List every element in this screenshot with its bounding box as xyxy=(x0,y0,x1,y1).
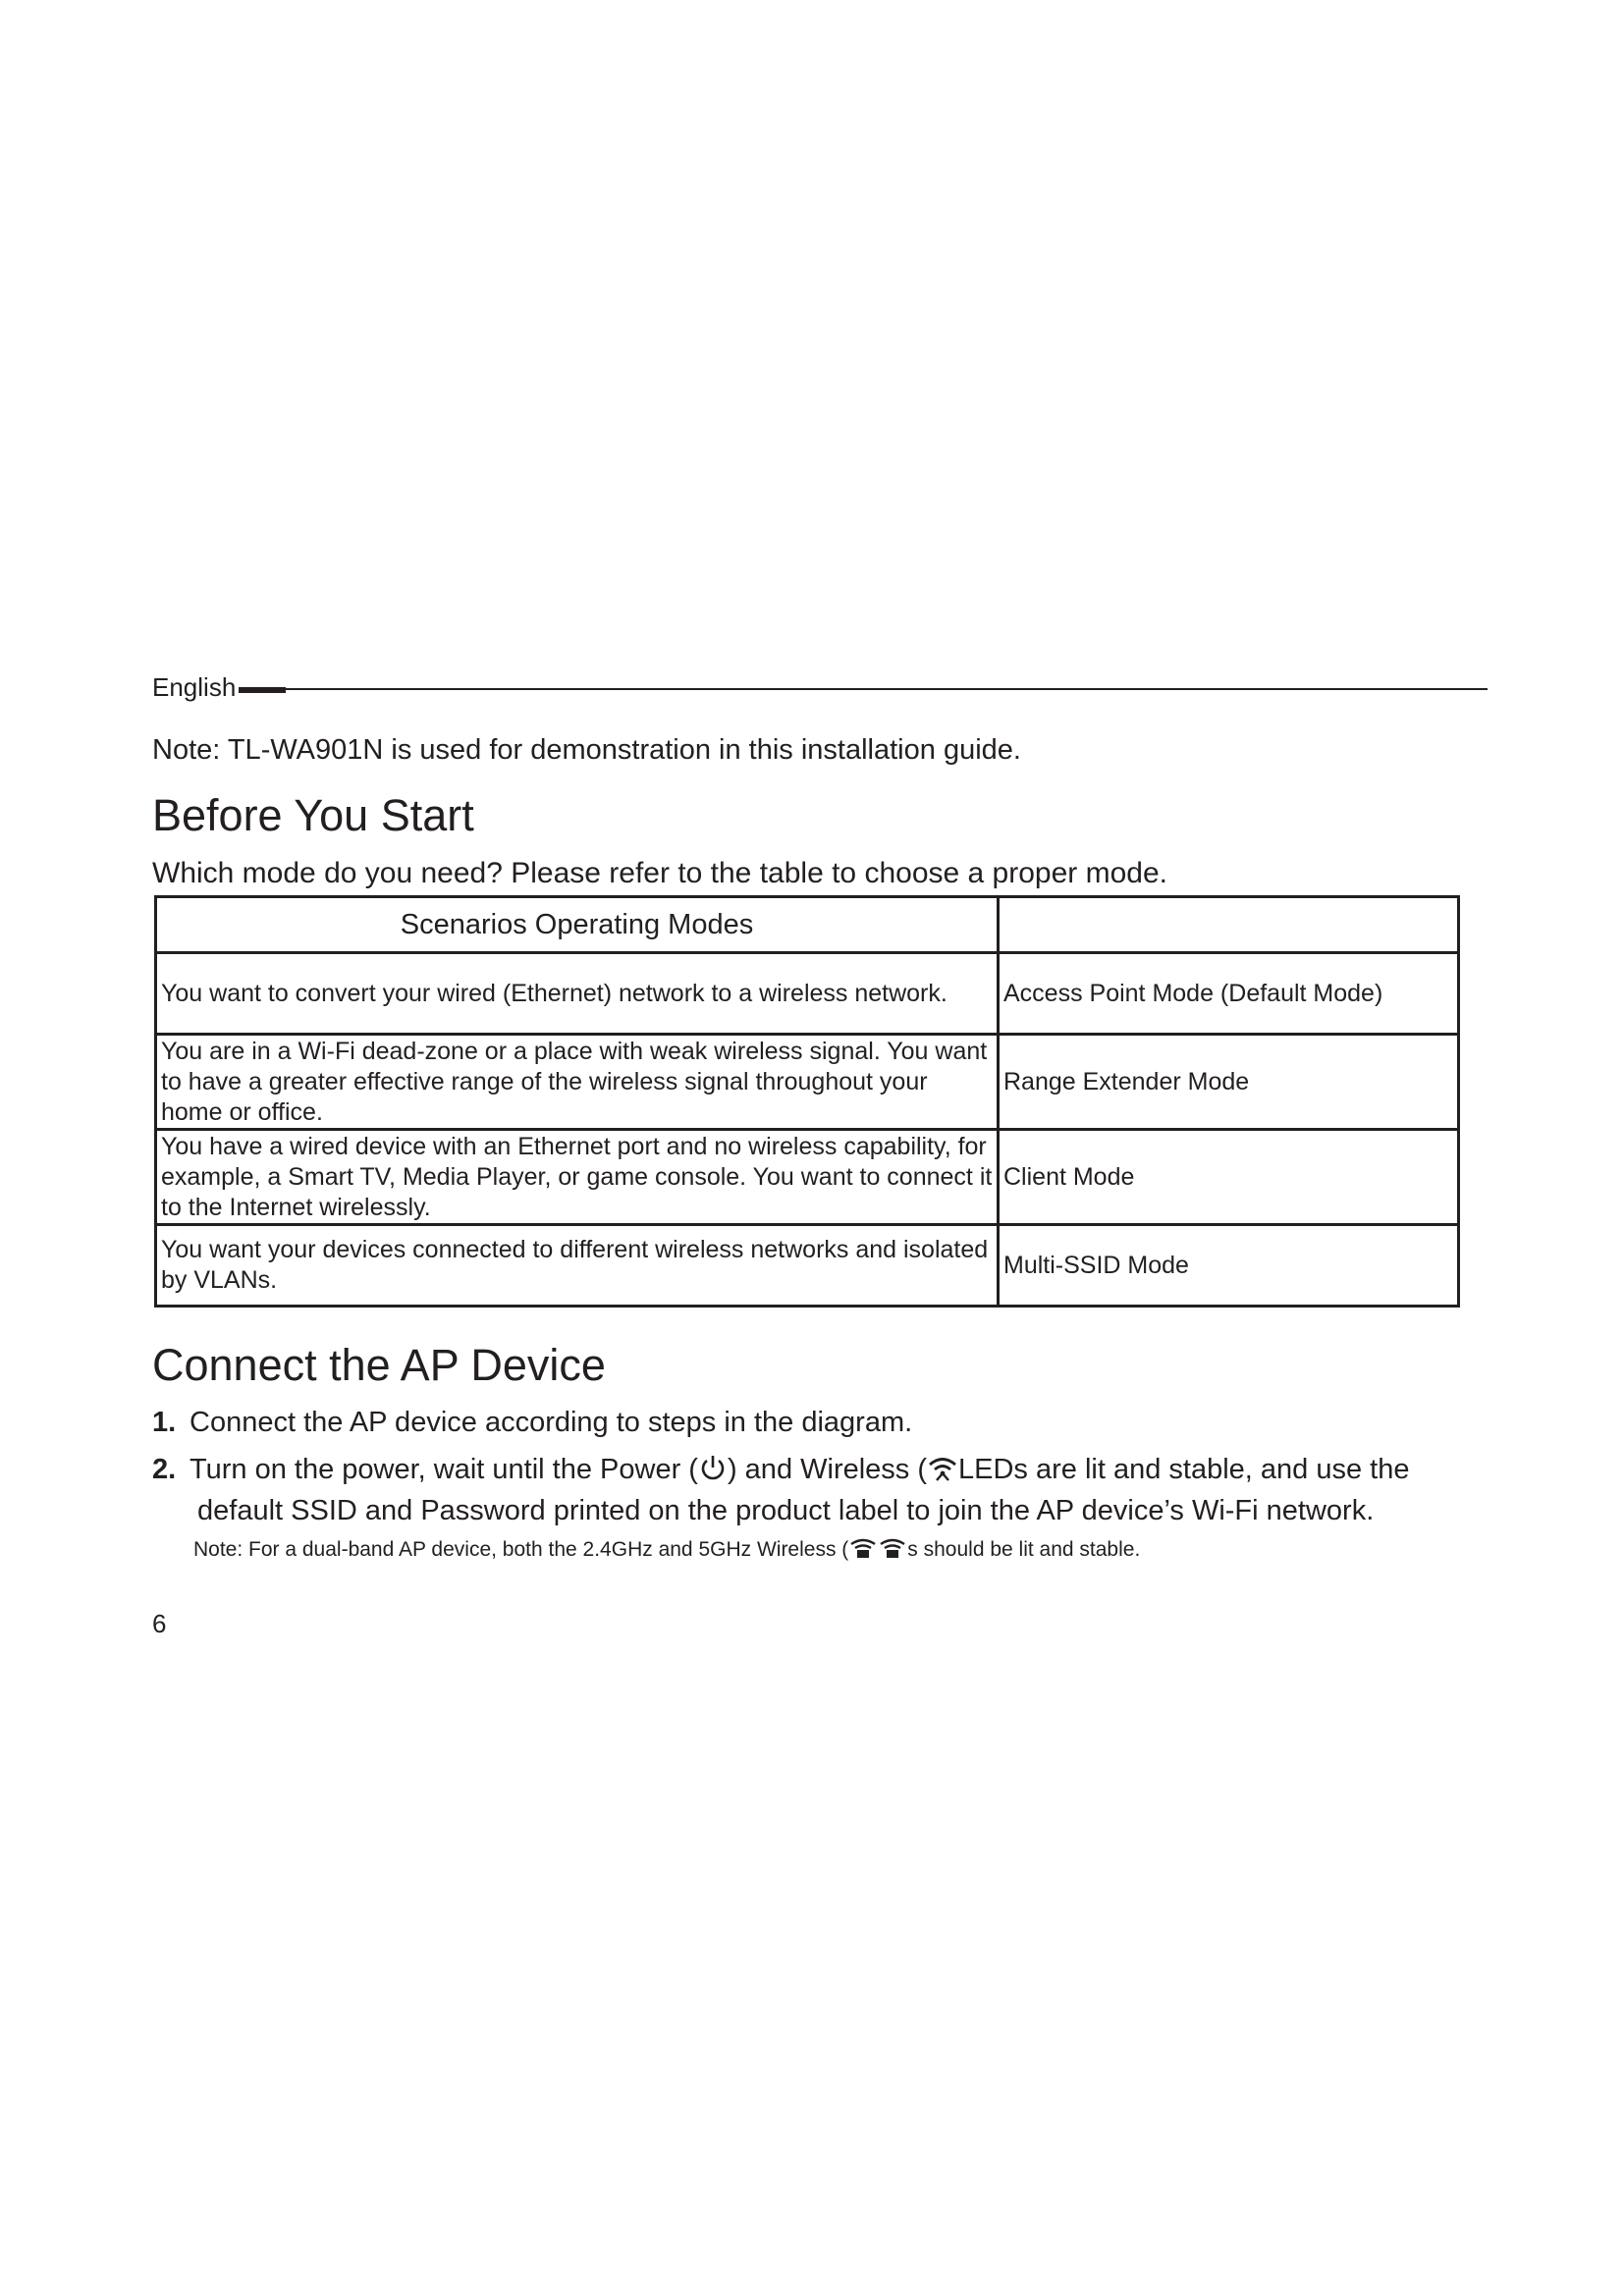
table-row xyxy=(156,1035,1459,1130)
list-item xyxy=(152,1451,1468,1529)
header-accent-bar xyxy=(239,687,286,693)
wireless-24ghz-icon xyxy=(848,1536,878,1569)
steps-list xyxy=(152,1404,1468,1539)
step-text-d: default SSID and Password printed on the product label to join the AP device’s Wi-Fi network. xyxy=(197,1495,1375,1526)
section-title-connect-ap: Connect the AP Device xyxy=(152,1340,606,1390)
demo-note: Note: TL-WA901N is used for demonstration in this installation guide. xyxy=(152,734,1021,766)
step-number: 2. xyxy=(152,1454,177,1485)
scenario-cell: You want to convert your wired (Ethernet) network to a wireless network. xyxy=(156,953,999,1035)
step-number: 1. xyxy=(152,1407,177,1438)
sub-note-text-b: s should be lit and stable. xyxy=(907,1538,1141,1561)
header-rule xyxy=(286,688,1488,690)
step-text-c: LEDs are lit and stable, and use the xyxy=(958,1454,1410,1485)
mode-cell: Access Point Mode (Default Mode) xyxy=(999,953,1459,1035)
scenario-cell: You have a wired device with an Ethernet port and no wireless capability, for example, a Smart TV, Media Player, or game console. You want to connect it to the Internet wirelessly. xyxy=(156,1130,999,1225)
scenario-cell: You want your devices connected to different wireless networks and isolated by VLANs. xyxy=(156,1225,999,1307)
step-text-b: ) and Wireless ( xyxy=(727,1454,928,1485)
wireless-5ghz-icon xyxy=(878,1536,907,1569)
table-row xyxy=(156,1225,1459,1307)
dual-band-note xyxy=(193,1535,1140,1569)
wireless-icon xyxy=(927,1453,958,1492)
scenario-cell: You are in a Wi-Fi dead-zone or a place with weak wireless signal. You want to have a greater effective range of the wireless signal throughout your home or office. xyxy=(156,1035,999,1130)
table-header-cell: Scenarios Operating Modes xyxy=(156,897,999,953)
table-header-cell-empty xyxy=(999,897,1459,953)
step-text: Connect the AP device according to steps in the diagram. xyxy=(189,1407,913,1438)
language-label: English xyxy=(152,672,237,702)
table-row xyxy=(156,953,1459,1035)
table-row xyxy=(156,1130,1459,1225)
power-icon xyxy=(698,1453,728,1492)
sub-note-text-a: Note: For a dual-band AP device, both the 2.4GHz and 5GHz Wireless ( xyxy=(193,1538,849,1561)
page-number: 6 xyxy=(152,1609,167,1638)
modes-table xyxy=(154,895,1460,1308)
mode-cell: Range Extender Mode xyxy=(999,1035,1459,1130)
page-header xyxy=(152,669,1488,705)
list-item xyxy=(152,1404,1468,1441)
mode-cell: Multi-SSID Mode xyxy=(999,1225,1459,1307)
section-title-before-you-start: Before You Start xyxy=(152,790,474,840)
mode-cell: Client Mode xyxy=(999,1130,1459,1225)
section-intro: Which mode do you need? Please refer to the table to choose a proper mode. xyxy=(152,857,1167,889)
step-text-a: Turn on the power, wait until the Power ( xyxy=(189,1454,698,1485)
table-header-row xyxy=(156,897,1459,953)
